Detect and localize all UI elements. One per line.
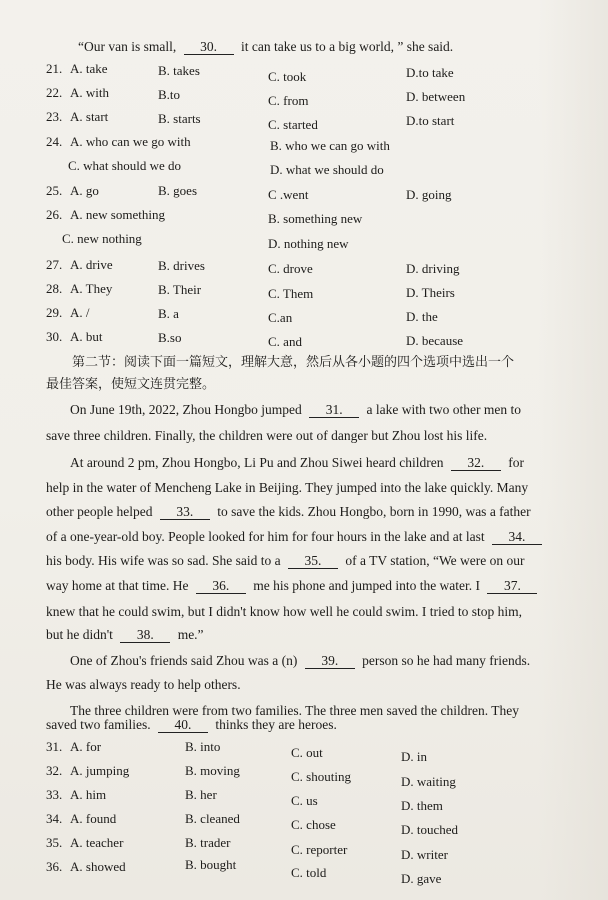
- q24-option-d: D. what we should do: [270, 162, 384, 177]
- q36-option-c: C. told: [291, 865, 327, 880]
- blank-33: 33.: [160, 505, 210, 520]
- q32-num: 32.: [46, 763, 63, 778]
- q33-option-a: A. him: [70, 787, 107, 802]
- q34-option-c: C. chose: [291, 817, 336, 832]
- q31-option-b: B. into: [185, 739, 221, 754]
- passage-line: On June 19th, 2022, Zhou Hongbo jumped 31. a lake with two other men to: [70, 402, 521, 417]
- blank-38: 38.: [120, 628, 170, 643]
- passage-line: At around 2 pm, Zhou Hongbo, Li Pu and Zhou Siwei heard children 32. for: [70, 455, 524, 470]
- q29-option-a: A. /: [70, 305, 90, 320]
- q34-option-a: A. found: [70, 811, 117, 826]
- q24-num: 24.: [46, 134, 63, 149]
- q21-option-c: C. took: [268, 69, 307, 84]
- q27-option-b: B. drives: [158, 258, 205, 273]
- q21-option-a: A. take: [70, 61, 108, 76]
- q27-option-d: D. driving: [406, 261, 460, 276]
- q29-num: 29.: [46, 305, 63, 320]
- q24-option-c: C. what should we do: [68, 158, 182, 173]
- q30-option-b: B.so: [158, 330, 182, 345]
- q26-option-a: A. new something: [70, 207, 165, 222]
- q23-option-b: B. starts: [158, 111, 201, 126]
- q27-num: 27.: [46, 257, 63, 272]
- q32-option-d: D. waiting: [401, 774, 456, 789]
- q22-option-d: D. between: [406, 89, 466, 104]
- q34-option-d: D. touched: [401, 822, 459, 837]
- blank-34: 34.: [492, 530, 542, 545]
- q25-option-d: D. going: [406, 187, 452, 202]
- quote-before: “Our van is small,: [78, 39, 177, 54]
- q35-option-b: B. trader: [185, 835, 231, 850]
- blank-30: 30.: [184, 40, 234, 55]
- q22-num: 22.: [46, 85, 63, 100]
- blank-37: 37.: [487, 579, 537, 594]
- q24-option-a: A. who can we go with: [70, 134, 191, 149]
- q32-option-c: C. shouting: [291, 769, 351, 784]
- q31-num: 31.: [46, 739, 63, 754]
- q28-option-c: C. Them: [268, 286, 314, 301]
- q32-option-b: B. moving: [185, 763, 240, 778]
- q22-option-c: C. from: [268, 93, 309, 108]
- q21-num: 21.: [46, 61, 63, 76]
- q26-option-c: C. new nothing: [62, 231, 142, 246]
- q33-option-b: B. her: [185, 787, 217, 802]
- q21-option-b: B. takes: [158, 63, 200, 78]
- q32-option-a: A. jumping: [70, 763, 130, 778]
- q26-option-d: D. nothing new: [268, 236, 349, 251]
- passage-line: save three children. Finally, the children were out of danger but Zhou lost his life.: [46, 428, 488, 443]
- q26-option-b: B. something new: [268, 211, 363, 226]
- q33-num: 33.: [46, 787, 63, 802]
- q30-option-d: D. because: [406, 333, 464, 348]
- q36-num: 36.: [46, 859, 63, 874]
- q28-num: 28.: [46, 281, 63, 296]
- q23-option-c: C. started: [268, 117, 318, 132]
- section2-heading-line1: 第二节：阅读下面一篇短文，理解大意，然后从各小题的四个选项中选出一个: [72, 355, 515, 370]
- q22-option-b: B.to: [158, 87, 181, 102]
- page-edge-shadow: [538, 0, 608, 900]
- q25-option-a: A. go: [70, 183, 99, 198]
- q30-num: 30.: [46, 329, 63, 344]
- q33-option-c: C. us: [291, 793, 318, 808]
- q24-option-b: B. who we can go with: [270, 138, 390, 153]
- passage-line: help in the water of Mencheng Lake in Beijing. They jumped into the lake quickly. Many: [46, 480, 529, 495]
- q23-option-a: A. start: [70, 109, 109, 124]
- q28-option-a: A. They: [70, 281, 113, 296]
- q26-num: 26.: [46, 207, 63, 222]
- q29-option-b: B. a: [158, 306, 179, 321]
- q33-option-d: D. them: [401, 798, 443, 813]
- passage-line: The three children were from two families. The three men saved the children. They: [70, 703, 519, 718]
- passage-line: his body. His wife was so sad. She said to a 35. of a TV station, “We were on our: [46, 553, 525, 568]
- passage-line: He was always ready to help others.: [46, 677, 241, 692]
- q34-option-b: B. cleaned: [185, 811, 240, 826]
- passage-line: One of Zhou's friends said Zhou was a (n) 39. person so he had many friends.: [70, 653, 531, 668]
- q31-option-d: D. in: [401, 749, 427, 764]
- q27-option-c: C. drove: [268, 261, 313, 276]
- q30-option-a: A. but: [70, 329, 103, 344]
- q36-option-a: A. showed: [70, 859, 126, 874]
- q27-option-a: A. drive: [70, 257, 113, 272]
- q23-num: 23.: [46, 109, 63, 124]
- blank-36: 36.: [196, 579, 246, 594]
- blank-32: 32.: [451, 456, 501, 471]
- q31-option-a: A. for: [70, 739, 102, 754]
- passage-line: knew that he could swim, but I didn't know how well he could swim. I tried to stop him,: [46, 604, 523, 619]
- q25-option-c: C .went: [268, 187, 309, 202]
- q35-option-d: D. writer: [401, 847, 448, 862]
- blank-40: 40.: [158, 718, 208, 733]
- blank-35: 35.: [288, 554, 338, 569]
- passage-line: saved two families. 40. thinks they are heroes.: [46, 717, 337, 732]
- quote-line: [78, 38, 453, 56]
- q35-option-c: C. reporter: [291, 842, 348, 857]
- q25-option-b: B. goes: [158, 183, 197, 198]
- q34-num: 34.: [46, 811, 63, 826]
- passage-line: of a one-year-old boy. People looked for him for four hours in the lake and at last 34.: [46, 528, 546, 546]
- q35-num: 35.: [46, 835, 63, 850]
- quote-after: it can take us to a big world, ” she said.: [240, 39, 454, 54]
- q31-option-c: C. out: [291, 745, 323, 760]
- passage-line: other people helped 33. to save the kids. Zhou Hongbo, born in 1990, was a father: [46, 504, 531, 519]
- section2-heading-line2: 最佳答案，使短文连贯完整。: [46, 377, 216, 392]
- passage-line: but he didn't 38. me.”: [46, 627, 204, 642]
- q36-option-b: B. bought: [185, 857, 237, 872]
- blank-31: 31.: [309, 403, 359, 418]
- q23-option-d: D.to start: [406, 113, 455, 128]
- q28-option-b: B. Their: [158, 282, 202, 297]
- q29-option-d: D. the: [406, 309, 438, 324]
- q28-option-d: D. Theirs: [406, 285, 455, 300]
- q21-option-d: D.to take: [406, 65, 454, 80]
- passage-line: way home at that time. He 36. me his phone and jumped into the water. I 37.: [46, 577, 541, 595]
- q25-num: 25.: [46, 183, 63, 198]
- q22-option-a: A. with: [70, 85, 109, 100]
- q36-option-d: D. gave: [401, 871, 442, 886]
- q29-option-c: C.an: [268, 310, 293, 325]
- blank-39: 39.: [305, 654, 355, 669]
- q35-option-a: A. teacher: [70, 835, 124, 850]
- q30-option-c: C. and: [268, 334, 302, 349]
